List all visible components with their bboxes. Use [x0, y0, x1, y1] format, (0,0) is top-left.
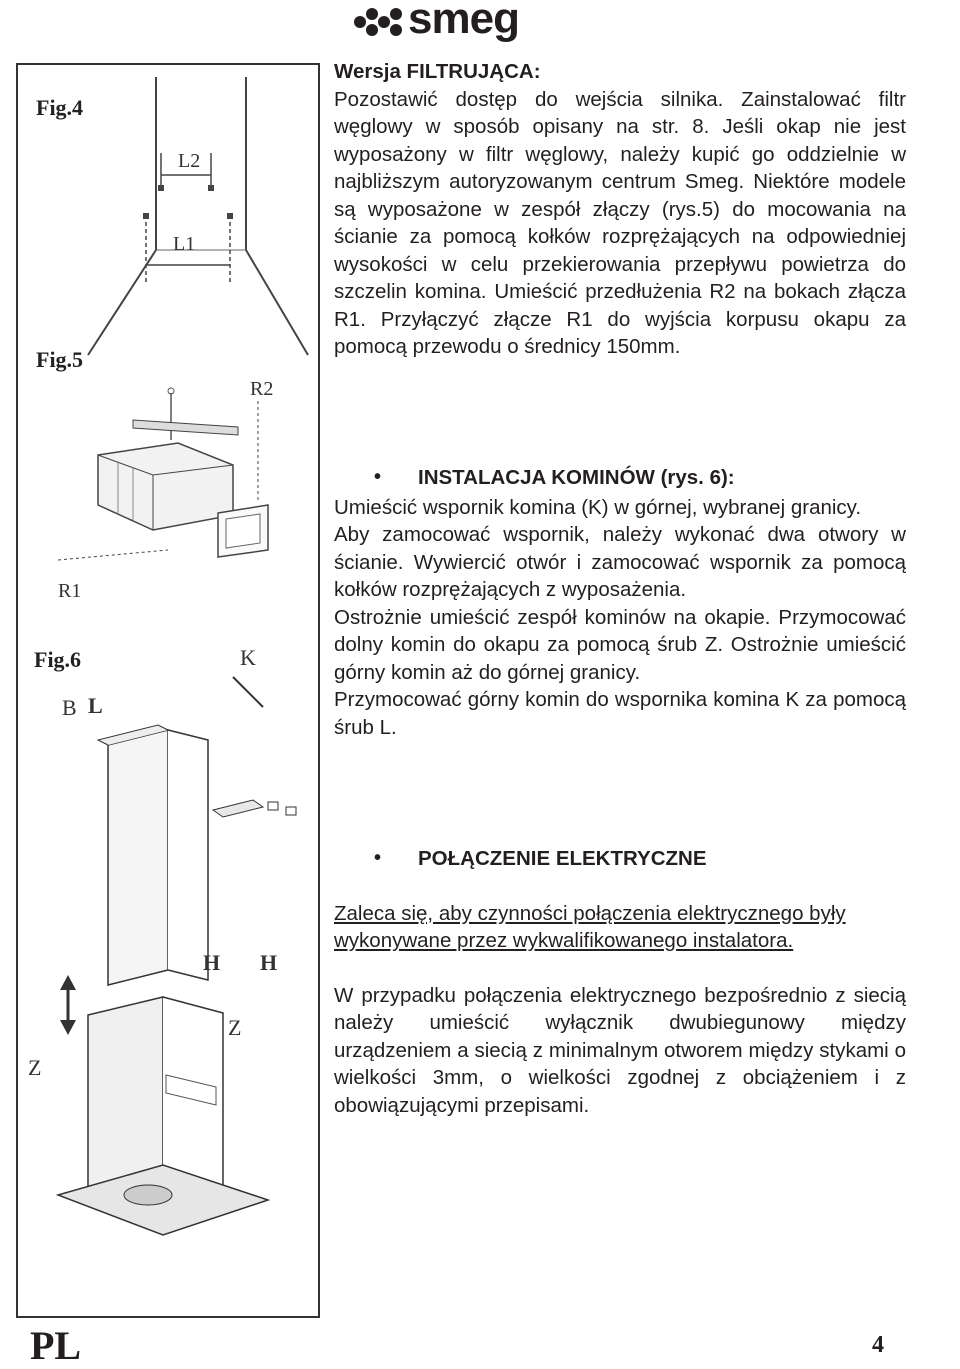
part-r2-label: R2 [250, 378, 274, 400]
dim-l2-label: L2 [178, 150, 201, 172]
chimney-installation-diagram [18, 635, 318, 1320]
dim-l1-label: L1 [173, 233, 196, 255]
part-r1-label: R1 [58, 580, 82, 602]
bullet-icon: • [374, 847, 382, 869]
part-b-label: B [62, 695, 77, 720]
electric-section [334, 845, 906, 1119]
page-number: 4 [872, 1332, 884, 1358]
electric-body: W przypadku połączenia elektrycznego bezpośrednio z siecią należy umieścić wyłącznik dwubiegunowy między urządzeniem a siecią z minimalnym otworem między stykami o wielkości 3mm, o wielkości zgodnej z obciążeniem i z obowiązującymi przepisami. [334, 983, 906, 1117]
part-z2-label: Z [228, 1015, 242, 1040]
figure-4-label: Fig.4 [36, 95, 84, 120]
figure-4 [18, 65, 318, 365]
hood-dimension-diagram [18, 65, 318, 365]
part-z1-label: Z [28, 1055, 42, 1080]
bullet-icon: • [374, 466, 382, 488]
language-code: PL [30, 1323, 82, 1368]
electric-section-title: POŁĄCZENIE ELEKTRYCZNE [418, 847, 707, 870]
chimney-para-1: Umieścić wspornik komina (K) w górnej, wybranej granicy. [334, 495, 862, 519]
chimney-para-3: Ostrożnie umieścić zespół kominów na okapie. Przymocować dolny komin do okapu za pomocą śrub Z. Ostrożnie umieścić górny komin aż do górnej granicy. [334, 605, 906, 684]
chimney-para-2: Aby zamocować wspornik, należy wykonać dwa otwory w ścianie. Wywiercić otwór i zamocować wspornik za pomocą kołków rozprężających z wyposażenia. [334, 523, 906, 601]
chimney-section-heading [334, 464, 906, 492]
part-h1-label: H [203, 950, 221, 975]
part-k-label: K [240, 645, 256, 670]
logo-dots-icon [350, 0, 410, 42]
chimney-section [334, 464, 906, 741]
figure-frame [16, 63, 320, 1318]
figure-6 [18, 635, 318, 1315]
filter-section-body: Pozostawić dostęp do wejścia silnika. Zainstalować filtr węglowy w sposób opisany na str. 8. Jeśli okap nie jest wyposażony w filtr węglowy, należy kupić go oddzielnie w najbliższym autoryzowanym centrum Smeg. Niektóre modele są wyposażone w zespół złączy (rys.5) do mocowania na ścianie za pomocą kołków rozprężających na odpowiedniej wysokości w celu przekierowania przepływu powietrza do szczelin komina. Umieścić przedłużenia R2 na bokach złącza R1. Przyłączyć złącze R1 do wyjścia korpusu okapu za pomocą przewodu o średnicy 150mm. [334, 87, 906, 358]
connector-assembly-diagram [18, 335, 318, 635]
figure-6-label: Fig.6 [34, 647, 82, 672]
figure-5 [18, 335, 318, 635]
filter-section [334, 58, 906, 361]
chimney-para-4: Przymocować górny komin do wspornika komina K za pomocą śrub L. [334, 688, 906, 739]
filter-section-title: Wersja FILTRUJĄCA: [334, 60, 541, 83]
part-l-label: L [88, 693, 103, 718]
chimney-section-title: INSTALACJA KOMINÓW (rys. 6): [418, 466, 735, 489]
figure-5-label: Fig.5 [36, 347, 84, 372]
brand-logo [350, 0, 540, 42]
part-h2-label: H [260, 950, 278, 975]
electric-section-heading [334, 845, 906, 873]
electric-warning: Zaleca się, aby czynności połączenia elektrycznego były wykonywane przez wykwalifikowanego instalatora. [334, 901, 846, 952]
brand-name: smeg [408, 0, 519, 43]
